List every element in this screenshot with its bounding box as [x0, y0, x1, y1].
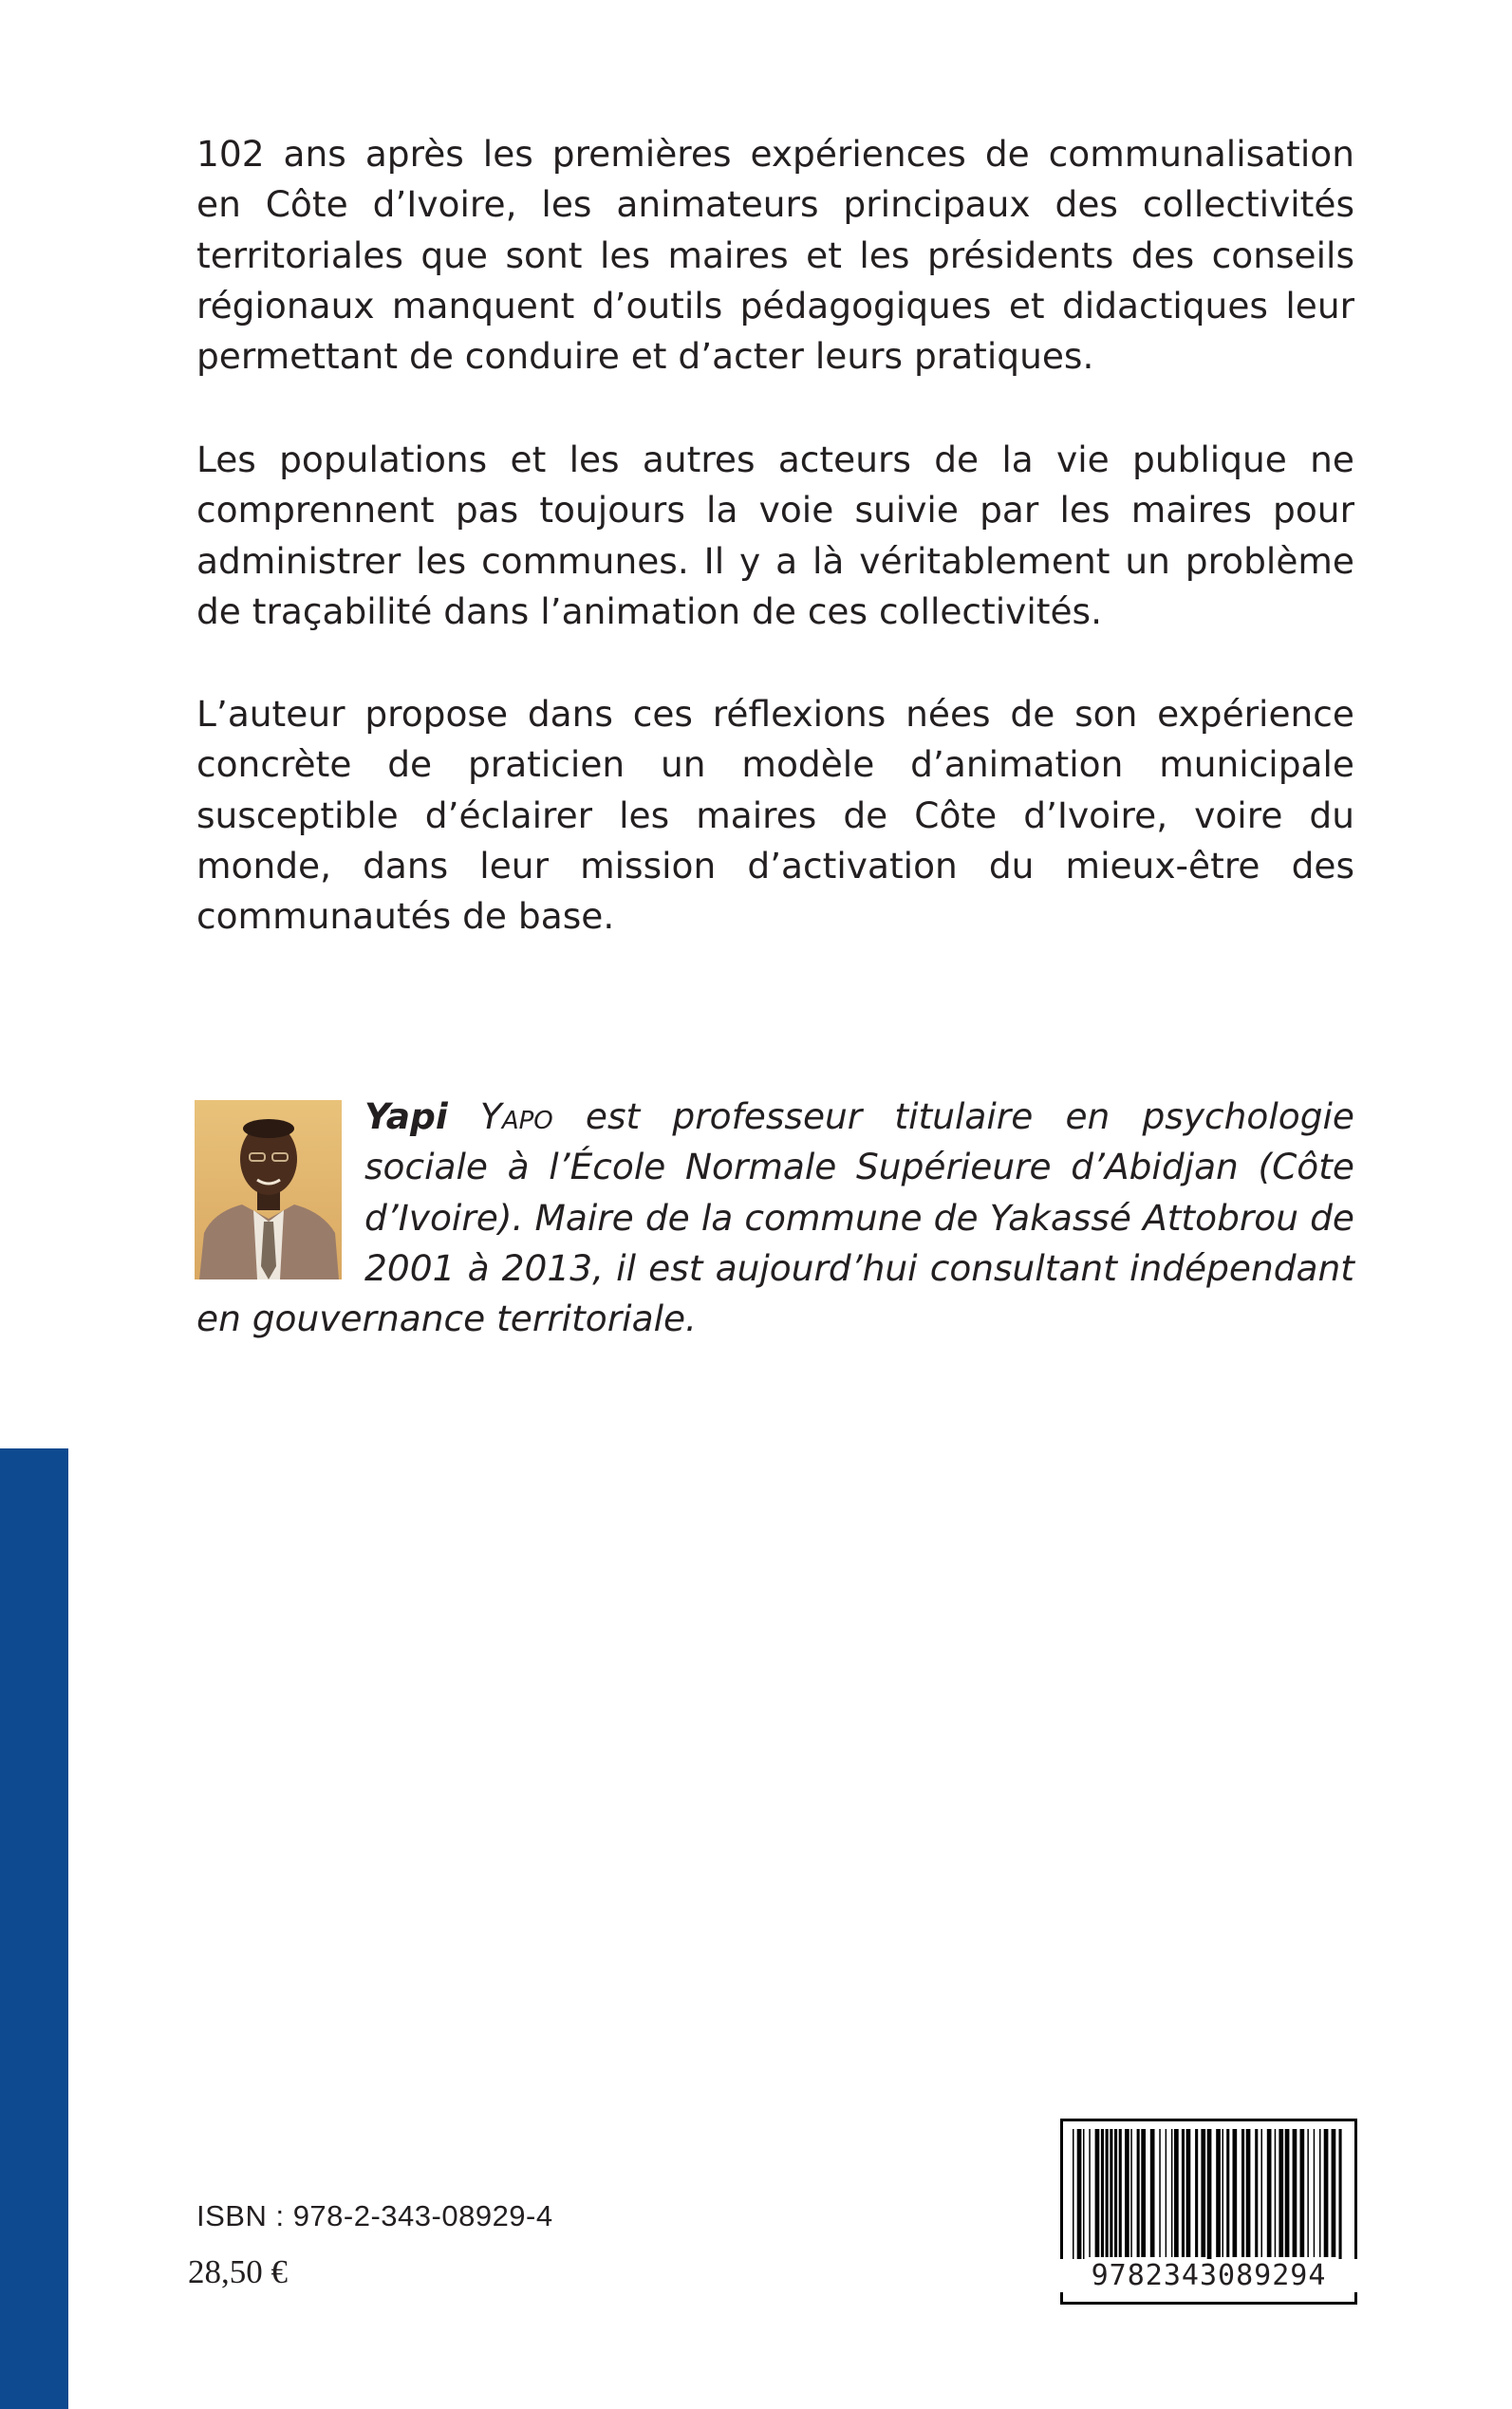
barcode-bar: [1241, 2129, 1244, 2257]
barcode-bar: [1174, 2129, 1179, 2257]
barcode-bar: [1307, 2129, 1309, 2257]
barcode-bar: [1300, 2129, 1305, 2257]
barcode-bar: [1089, 2129, 1091, 2257]
barcode-bar: [1125, 2129, 1129, 2257]
barcode-bar: [1137, 2129, 1140, 2257]
barcode-bar: [1285, 2129, 1290, 2257]
author-bio-text: est professeur titulaire en psychologie sociale à l’École Normale Supérieure d’Abidjan (Côte d’Ivoire). Maire de la commune de Yakassé Attobrou de 2001 à 2013, il est aujourd’hui consultant indépendant en gouvernance territoriale.: [196, 1095, 1354, 1340]
barcode-bar: [1119, 2129, 1122, 2257]
barcode-bar: [1233, 2129, 1238, 2257]
barcode-bar: [1186, 2129, 1191, 2257]
barcode-bar: [1246, 2129, 1251, 2257]
description-paragraph-1: 102 ans après les premières expériences de communalisation en Côte d’Ivoire, les animateurs principaux des collectivités territoriales que sont les maires et les présidents des conseils régionaux manquent d’outils pédagogiques et didactiques leur permettant de conduire et d’acter leurs pratiques.: [196, 133, 1354, 378]
barcode-digits: 9782343089294: [1060, 2259, 1357, 2292]
barcode-bar: [1223, 2129, 1224, 2257]
blue-spine-band: [0, 1448, 68, 2409]
barcode-bar: [1150, 2129, 1155, 2257]
author-first-name: Yapi: [364, 1095, 448, 1137]
author-bio: [196, 1092, 1354, 1344]
barcode-bar: [1324, 2129, 1329, 2257]
barcode-bar: [1195, 2129, 1198, 2257]
barcode-bar: [1314, 2129, 1316, 2257]
barcode-bar: [1171, 2129, 1173, 2257]
barcode-bar: [1159, 2129, 1161, 2257]
barcode-bar: [1130, 2129, 1132, 2257]
barcode-bar: [1095, 2129, 1100, 2257]
barcode-bar: [1141, 2129, 1146, 2257]
barcode-bar: [1114, 2129, 1117, 2257]
barcode-bar: [1201, 2129, 1205, 2257]
isbn-label: ISBN : 978-2-343-08929-4: [196, 2199, 553, 2232]
barcode-bar: [1182, 2129, 1185, 2257]
barcode-bar: [1255, 2129, 1258, 2257]
price-label: 28,50 €: [188, 2253, 288, 2290]
description-paragraph-2: Les populations et les autres acteurs de la vie publique ne comprennent pas toujours la voie suivie par les maires pour administrer les communes. Il y a là véritablement un problème de traçabilité dans l’animation de ces collectivités.: [196, 439, 1354, 632]
barcode-bar: [1332, 2129, 1336, 2257]
barcode-bar: [1293, 2129, 1297, 2257]
barcode-bar: [1267, 2129, 1272, 2257]
barcode-bar: [1275, 2129, 1277, 2257]
barcode-bar: [1226, 2129, 1229, 2257]
barcode-bar: [1279, 2129, 1283, 2257]
description-paragraph-3: L’auteur propose dans ces réflexions nées de son expérience concrète de praticien un modèle d’animation municipale susceptible d’éclairer les maires de Côte d’Ivoire, voire du monde, dans leur mission d’activation du mieux-être des communautés de base.: [196, 693, 1354, 938]
barcode-bar: [1216, 2129, 1221, 2257]
barcode-bar: [1261, 2129, 1263, 2257]
barcode-bar: [1110, 2129, 1112, 2257]
barcode-bar: [1166, 2129, 1167, 2257]
barcode-bar: [1101, 2129, 1104, 2257]
author-last-name: Yapo: [479, 1095, 553, 1137]
barcode-bar: [1319, 2129, 1321, 2257]
photo-spacer: [196, 1092, 364, 1286]
barcode-bar: [1106, 2129, 1109, 2257]
